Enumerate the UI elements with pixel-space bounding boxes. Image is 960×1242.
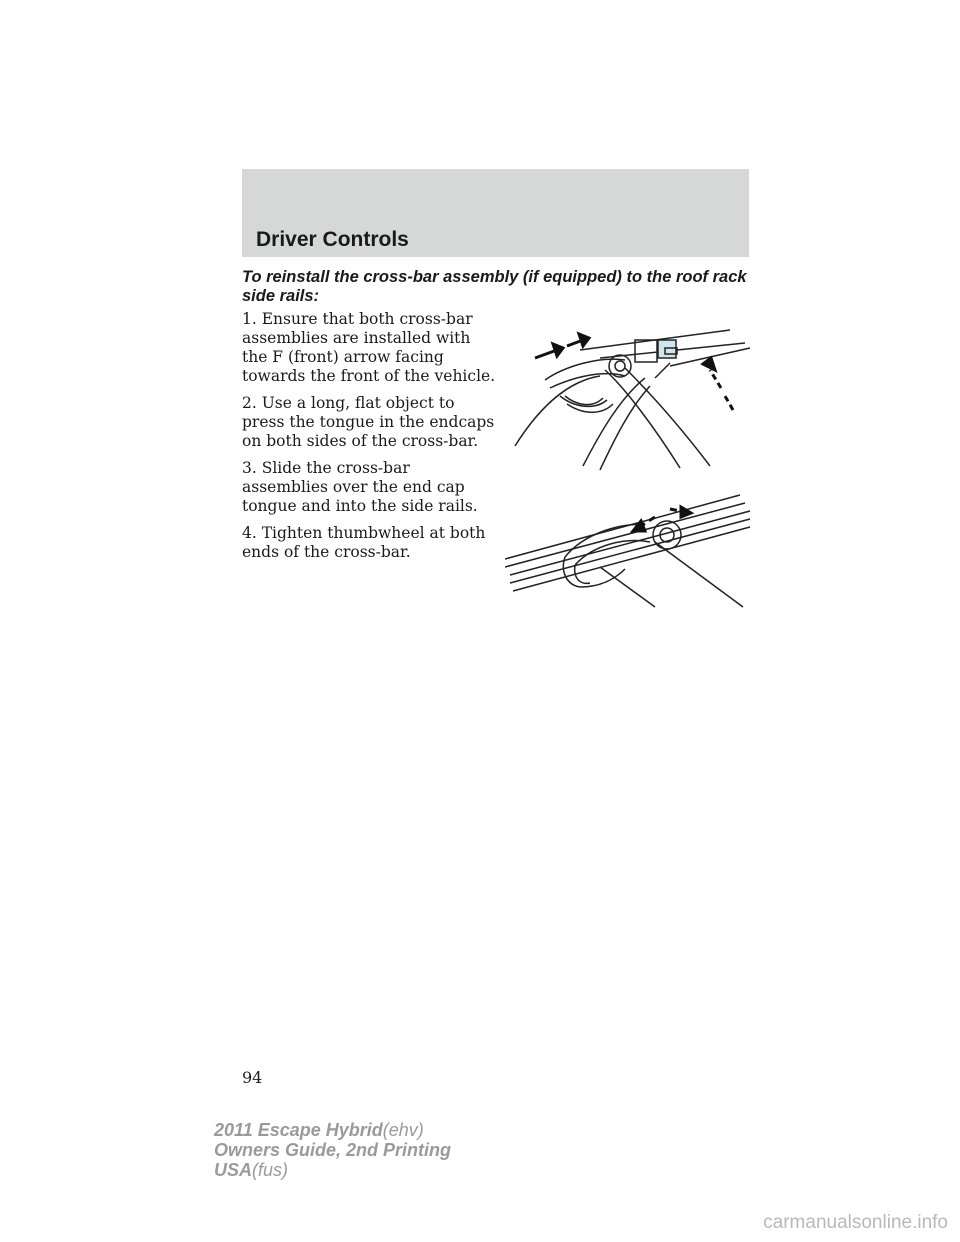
footer-market: USA [214,1160,253,1180]
step-1: 1. Ensure that both cross-bar assemblies are installed with the F (front) arrow facing towards the front of the vehicle. [242,310,496,385]
footer-model-code: (ehv) [382,1120,424,1140]
document-footer [214,1120,451,1180]
section-header-band [242,169,749,257]
endcap-install-illustration [505,318,755,478]
footer-model: 2011 Escape Hybrid [214,1120,383,1140]
watermark: carmanualsonline.info [763,1212,948,1233]
footer-market-code: (fus) [252,1160,289,1180]
steps-list [242,310,497,570]
step-4: 4. Tighten thumbwheel at both ends of the cross-bar. [242,524,486,561]
page-number: 94 [242,1068,263,1087]
step-2: 2. Use a long, flat object to press the tongue in the endcaps on both sides of the cross-bar. [242,394,495,450]
section-title: Driver Controls [256,228,409,251]
footer-guide: Owners Guide, 2nd Printing [214,1140,452,1160]
step-3: 3. Slide the cross-bar assemblies over the end cap tongue and into the side rails. [242,459,478,515]
thumbwheel-tighten-illustration [505,487,755,612]
instruction-heading: To reinstall the cross-bar assembly (if equipped) to the roof rack side rails: [242,268,747,305]
